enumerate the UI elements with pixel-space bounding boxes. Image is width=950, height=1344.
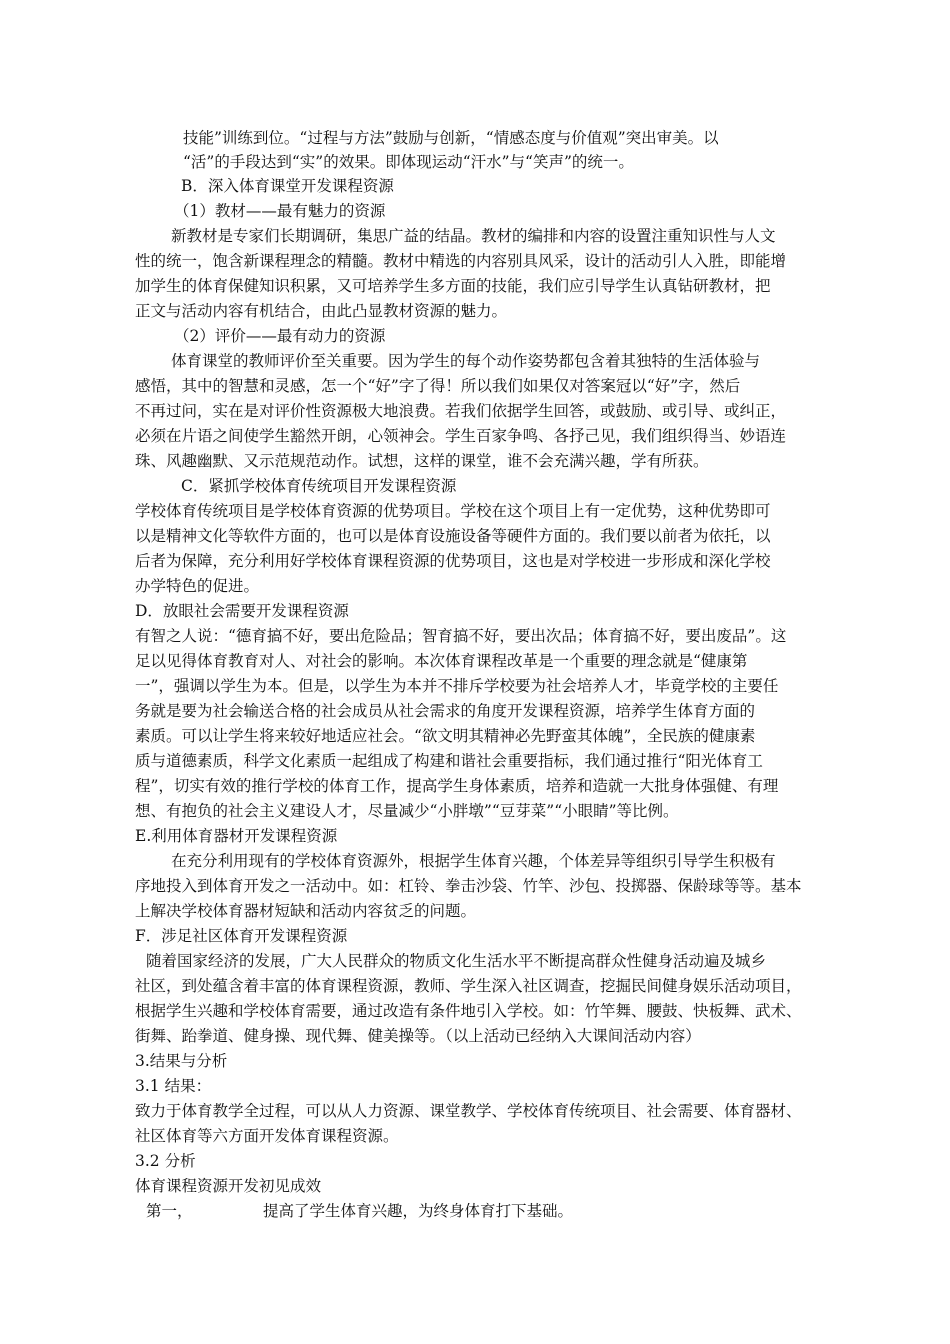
text-line: 加学生的体育保健知识积累，又可培养学生多方面的技能，我们应引导学生认真钻研教材，把 xyxy=(135,277,771,295)
subsection-heading: （2）评价——最有动力的资源 xyxy=(174,327,386,345)
section-heading: 3.结果与分析 xyxy=(135,1052,228,1070)
text-line: 想、有抱负的社会主义建设人才，尽量减少“小胖墩”“豆芽菜”“小眼睛”等比例。 xyxy=(135,802,679,820)
text-line: 街舞、跆拳道、健身操、现代舞、健美操等。（以上活动已经纳入大课间活动内容） xyxy=(135,1027,701,1045)
text-line: 提高了学生体育兴趣，为终身体育打下基础。 xyxy=(263,1202,574,1220)
text-line: 质与道德素质，科学文化素质一起组成了构建和谐社会重要指标，我们通过推行“阳光体育工 xyxy=(135,752,763,770)
subsection-heading: 3.1 结果： xyxy=(135,1077,212,1095)
subsection-heading: 3.2 分析 xyxy=(135,1152,196,1170)
text-line: 务就是要为社会输送合格的社会成员从社会需求的角度开发课程资源，培养学生体育方面的 xyxy=(135,702,756,720)
text-line: 新教材是专家们长期调研，集思广益的结晶。教材的编排和内容的设置注重知识性与人文 xyxy=(171,227,776,245)
text-line: 第一， xyxy=(146,1202,193,1220)
text-line: 有智之人说：“德育搞不好，要出危险品；智育搞不好，要出次品；体育搞不好，要出废品”。这 xyxy=(135,627,787,645)
section-heading: F．涉足社区体育开发课程资源 xyxy=(135,927,348,945)
text-line: 根据学生兴趣和学校体育需要，通过改造有条件地引入学校。如：竹竿舞、腰鼓、快板舞、武术、 xyxy=(135,1002,802,1020)
text-line: 体育课程资源开发初见成效 xyxy=(135,1177,322,1195)
text-line: 一”，强调以学生为本。但是，以学生为本并不排斥学校要为社会培养人才，毕竟学校的主要任 xyxy=(135,677,779,695)
subsection-heading: （1）教材——最有魅力的资源 xyxy=(174,202,386,220)
text-line: 素质。可以让学生将来较好地适应社会。“欲文明其精神必先野蛮其体魄”，全民族的健康素 xyxy=(135,727,756,745)
text-line: 珠、风趣幽默、又示范规范动作。试想，这样的课堂，谁不会充满兴趣，学有所获。 xyxy=(135,452,709,470)
text-line: 学校体育传统项目是学校体育资源的优势项目。学校在这个项目上有一定优势，这种优势即可 xyxy=(135,502,771,520)
text-line: 社区，到处蕴含着丰富的体育课程资源，教师、学生深入社区调查，挖掘民间健身娱乐活动项目， xyxy=(135,977,802,995)
text-line: 社区体育等六方面开发体育课程资源。 xyxy=(135,1127,399,1145)
section-heading: E.利用体育器材开发课程资源 xyxy=(135,827,338,845)
section-heading: D．放眼社会需要开发课程资源 xyxy=(135,602,349,620)
text-line: 程”，切实有效的推行学校的体育工作，提高学生身体素质，培养和造就一大批身体强健、有理 xyxy=(135,777,779,795)
text-line: 致力于体育教学全过程，可以从人力资源、课堂教学、学校体育传统项目、社会需要、体育器材、 xyxy=(135,1102,802,1120)
text-line: 后者为保障，充分利用好学校体育课程资源的优势项目，这也是对学校进一步形成和深化学校 xyxy=(135,552,771,570)
text-line: 办学特色的促进。 xyxy=(135,577,260,595)
text-line: 随着国家经济的发展，广大人民群众的物质文化生活水平不断提高群众性健身活动遍及城乡 xyxy=(146,952,767,970)
text-line: 序地投入到体育开发之一活动中。如：杠铃、拳击沙袋、竹竿、沙包、投掷器、保龄球等等。基本 xyxy=(135,877,802,895)
text-line: 正文与活动内容有机结合，由此凸显教材资源的魅力。 xyxy=(135,302,508,320)
text-line: 在充分利用现有的学校体育资源外，根据学生体育兴趣，个体差异等组织引导学生积极有 xyxy=(171,852,776,870)
text-line: 以是精神文化等软件方面的，也可以是体育设施设备等硬件方面的。我们要以前者为依托，以 xyxy=(135,527,771,545)
text-line: 不再过问，实在是对评价性资源极大地浪费。若我们依据学生回答，或鼓励、或引导、或纠正， xyxy=(135,402,787,420)
text-line: 必须在片语之间使学生豁然开朗，心领神会。学生百家争鸣、各抒己见，我们组织得当、妙语连 xyxy=(135,427,787,445)
text-line: 体育课堂的教师评价至关重要。因为学生的每个动作姿势都包含着其独特的生活体验与 xyxy=(171,352,761,370)
text-line: 上解决学校体育器材短缺和活动内容贫乏的问题。 xyxy=(135,902,477,920)
section-heading: C．紧抓学校体育传统项目开发课程资源 xyxy=(181,477,457,495)
text-line: 性的统一，饱含新课程理念的精髓。教材中精选的内容别具风采，设计的活动引人入胜，即能增 xyxy=(135,252,787,270)
text-line: 技能”训练到位。“过程与方法”鼓励与创新，“情感态度与价值观”突出审美。以 xyxy=(183,129,719,147)
text-line: 感悟，其中的智慧和灵感，怎一个“好”字了得！所以我们如果仅对答案冠以“好”字，然后 xyxy=(135,377,741,395)
section-heading: B．深入体育课堂开发课程资源 xyxy=(181,177,394,195)
text-line: “活”的手段达到“实”的效果。即体现运动“汗水”与“笑声”的统一。 xyxy=(183,153,634,171)
text-line: 足以见得体育教育对人、对社会的影响。本次体育课程改革是一个重要的理念就是“健康第 xyxy=(135,652,748,670)
